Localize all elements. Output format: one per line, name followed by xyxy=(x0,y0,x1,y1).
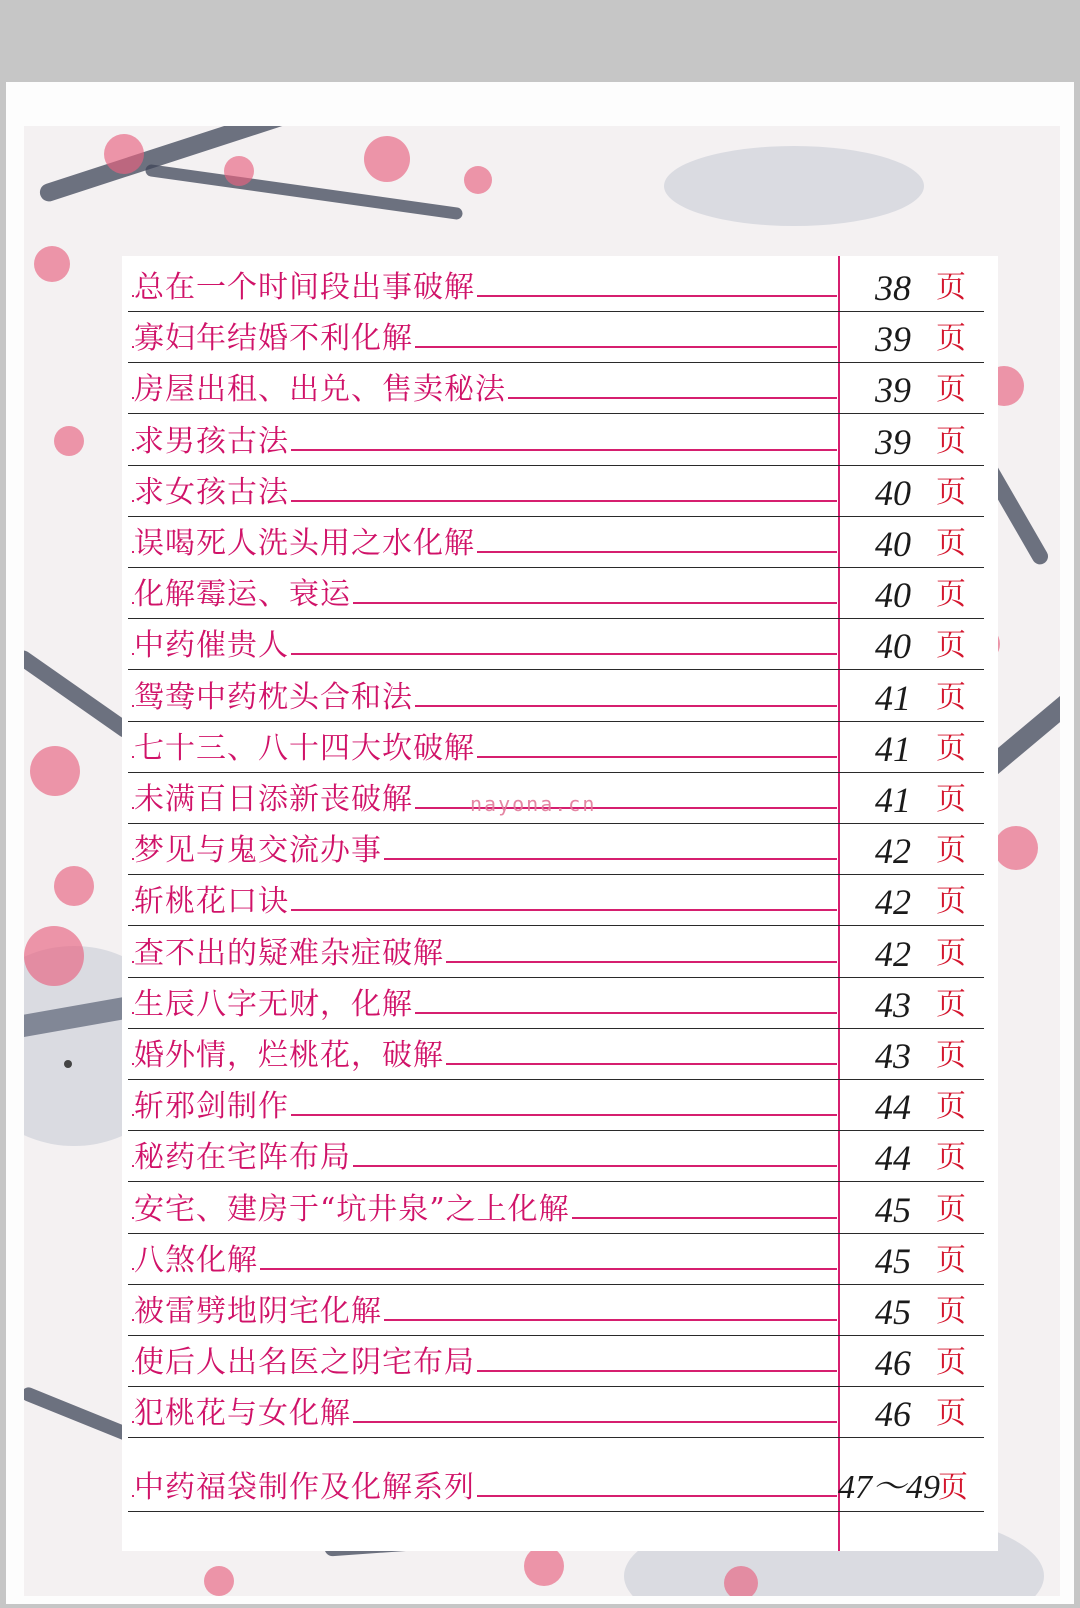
blossom-decoration xyxy=(464,166,492,194)
blossom-decoration xyxy=(104,134,144,174)
toc-entry xyxy=(122,827,998,879)
toc-entry-title: 查不出的疑难杂症破解 xyxy=(134,935,444,971)
binding-hole xyxy=(64,1060,72,1068)
ruled-line xyxy=(128,977,984,978)
toc-entry xyxy=(122,1186,998,1238)
toc-entry-page-unit: 页 xyxy=(936,833,966,869)
branch-decoration xyxy=(24,647,136,740)
mist-decoration xyxy=(664,146,924,226)
toc-entry xyxy=(122,1032,998,1084)
ruled-line xyxy=(128,1028,984,1029)
toc-entry xyxy=(122,622,998,674)
blossom-decoration xyxy=(54,866,94,906)
blossom-decoration xyxy=(224,156,254,186)
ruled-line xyxy=(128,1181,984,1182)
toc-entry-page-unit: 页 xyxy=(936,935,966,971)
toc-entry xyxy=(122,315,998,367)
toc-entry xyxy=(122,366,998,418)
toc-entry-page-unit: 页 xyxy=(936,526,966,561)
toc-entry-page-unit: 页 xyxy=(936,423,966,459)
blossom-decoration xyxy=(994,826,1038,870)
toc-entry-page-unit: 页 xyxy=(938,1469,968,1505)
toc-entry xyxy=(122,1237,998,1289)
toc-entry-title: 斩邪剑制作 xyxy=(134,1089,289,1125)
blossom-decoration xyxy=(54,426,84,456)
toc-entry-title: 未满百日添新丧破解 xyxy=(134,782,413,817)
ruled-line xyxy=(128,311,984,312)
toc-entry-page: 45 xyxy=(875,1240,911,1281)
toc-entry xyxy=(122,674,998,726)
toc-entry-page: 40 xyxy=(875,524,911,564)
ruled-line xyxy=(128,1130,984,1131)
toc-entry-page: 40 xyxy=(875,575,911,616)
toc-entry-page-unit: 页 xyxy=(936,474,966,510)
toc-entry-page: 43 xyxy=(875,1036,911,1076)
toc-paper xyxy=(122,256,998,1551)
toc-entry xyxy=(122,418,998,470)
toc-entry-page: 41 xyxy=(875,677,911,718)
toc-entry-title: 求女孩古法 xyxy=(134,474,289,510)
ruled-line xyxy=(128,1233,984,1234)
toc-entry-page: 40 xyxy=(875,472,911,513)
toc-entry-page: 44 xyxy=(875,1087,911,1128)
toc-entry-page: 39 xyxy=(875,319,911,360)
toc-entry-page: 42 xyxy=(875,933,911,974)
toc-entry-title: 秘药在宅阵布局 xyxy=(134,1140,351,1176)
toc-entry-title: 误喝死人洗头用之水化解 xyxy=(134,526,475,561)
toc-entry-page: 39 xyxy=(875,421,911,462)
ruled-line xyxy=(128,1386,984,1387)
ruled-line xyxy=(128,721,984,722)
toc-entry-page: 39 xyxy=(875,370,911,411)
toc-entry-page-unit: 页 xyxy=(936,1242,966,1278)
toc-entry-page-unit: 页 xyxy=(936,1294,966,1329)
toc-entry-page: 47～49 xyxy=(838,1468,940,1506)
ruled-line xyxy=(128,465,984,466)
document-sheet xyxy=(6,82,1074,1604)
toc-entry-page-unit: 页 xyxy=(936,1089,966,1125)
toc-entry-title: 犯桃花与女化解 xyxy=(134,1396,351,1432)
toc-entry-title: 求男孩古法 xyxy=(134,423,289,459)
toc-entry-page: 38 xyxy=(875,268,911,308)
toc-entry xyxy=(122,1134,998,1186)
toc-entry xyxy=(122,1083,998,1135)
toc-entry xyxy=(122,469,998,521)
blossom-decoration xyxy=(204,1566,234,1596)
toc-entry xyxy=(122,878,998,930)
toc-entry-page-unit: 页 xyxy=(936,1396,966,1432)
toc-entry-page-unit: 页 xyxy=(936,577,966,613)
toc-entry-title: 生辰八字无财，化解 xyxy=(134,986,413,1022)
blossom-decoration xyxy=(24,926,84,986)
toc-entry xyxy=(122,264,998,316)
ruled-line xyxy=(128,413,984,414)
toc-entry-title: 安宅、建房于“坑井泉”之上化解 xyxy=(134,1191,570,1227)
toc-entry-page: 44 xyxy=(875,1138,911,1179)
ruled-line xyxy=(128,516,984,517)
toc-entry xyxy=(122,520,998,572)
ruled-line xyxy=(128,669,984,670)
ruled-line xyxy=(128,823,984,824)
toc-entry-page-unit: 页 xyxy=(936,270,966,305)
toc-entry-page-unit: 页 xyxy=(936,986,966,1022)
toc-entry xyxy=(122,1288,998,1340)
ruled-line xyxy=(128,1511,984,1512)
toc-entry-title: 梦见与鬼交流办事 xyxy=(134,833,382,869)
toc-entry-page-unit: 页 xyxy=(936,1191,966,1227)
blossom-decoration xyxy=(34,246,70,282)
toc-entry-title: 被雷劈地阴宅化解 xyxy=(134,1294,382,1329)
toc-entry-page-unit: 页 xyxy=(936,372,966,408)
toc-entry xyxy=(122,930,998,982)
toc-entry xyxy=(122,571,998,623)
toc-entry-title: 中药福袋制作及化解系列 xyxy=(134,1469,475,1505)
toc-entry-page: 40 xyxy=(875,626,911,667)
toc-entry-page: 42 xyxy=(875,831,911,872)
toc-entry-title: 使后人出名医之阴宅布局 xyxy=(134,1345,475,1381)
ruled-line xyxy=(128,874,984,875)
watermark: nayona.cn xyxy=(470,792,597,816)
blossom-decoration xyxy=(30,746,80,796)
ruled-line xyxy=(128,772,984,773)
toc-entry-page-unit: 页 xyxy=(936,679,966,715)
toc-entry-page-unit: 页 xyxy=(936,1140,966,1176)
ruled-line xyxy=(128,925,984,926)
toc-entry-title: 总在一个时间段出事破解 xyxy=(134,270,475,305)
blossom-decoration xyxy=(524,1546,564,1586)
toc-entry-title: 化解霉运、衰运 xyxy=(134,577,351,613)
toc-entry xyxy=(122,1339,998,1391)
toc-entry-page: 41 xyxy=(875,728,911,769)
toc-entry-page: 45 xyxy=(875,1292,911,1332)
toc-entry-page-unit: 页 xyxy=(936,782,966,817)
branch-decoration xyxy=(145,164,464,220)
ruled-line xyxy=(128,618,984,619)
ruled-line xyxy=(128,1284,984,1285)
toc-entry-page: 45 xyxy=(875,1189,911,1230)
toc-entry xyxy=(122,725,998,777)
toc-entry xyxy=(122,1464,998,1516)
ruled-line xyxy=(128,1437,984,1438)
toc-entry-page-unit: 页 xyxy=(936,1038,966,1073)
toc-entry-page-unit: 页 xyxy=(936,730,966,766)
toc-entry-page: 46 xyxy=(875,1394,911,1435)
toc-entry-title: 房屋出租、出兑、售卖秘法 xyxy=(134,372,506,408)
toc-entry-page-unit: 页 xyxy=(936,884,966,920)
toc-entry-title: 寡妇年结婚不利化解 xyxy=(134,321,413,357)
toc-entry-title: 八煞化解 xyxy=(134,1242,258,1278)
toc-entry-page-unit: 页 xyxy=(936,628,966,664)
toc-entry-title: 婚外情，烂桃花，破解 xyxy=(134,1038,444,1073)
toc-entry-page: 46 xyxy=(875,1343,911,1384)
toc-entry-page-unit: 页 xyxy=(936,1345,966,1381)
toc-entry-title: 鸳鸯中药枕头合和法 xyxy=(134,679,413,715)
toc-entry-title: 七十三、八十四大坎破解 xyxy=(134,730,475,766)
plum-blossom-background xyxy=(24,126,1060,1596)
blossom-decoration xyxy=(364,136,410,182)
toc-entry-title: 斩桃花口诀 xyxy=(134,884,289,920)
toc-entry xyxy=(122,981,998,1033)
toc-entry xyxy=(122,1390,998,1442)
toc-entry-page: 42 xyxy=(875,882,911,923)
toc-entry-title: 中药催贵人 xyxy=(134,628,289,664)
blossom-decoration xyxy=(724,1566,758,1596)
ruled-line xyxy=(128,1079,984,1080)
toc-entry-page: 43 xyxy=(875,984,911,1025)
toc-entry-page: 41 xyxy=(875,780,911,820)
ruled-line xyxy=(128,1335,984,1336)
ruled-line xyxy=(128,567,984,568)
toc-entry-page-unit: 页 xyxy=(936,321,966,357)
ruled-line xyxy=(128,362,984,363)
